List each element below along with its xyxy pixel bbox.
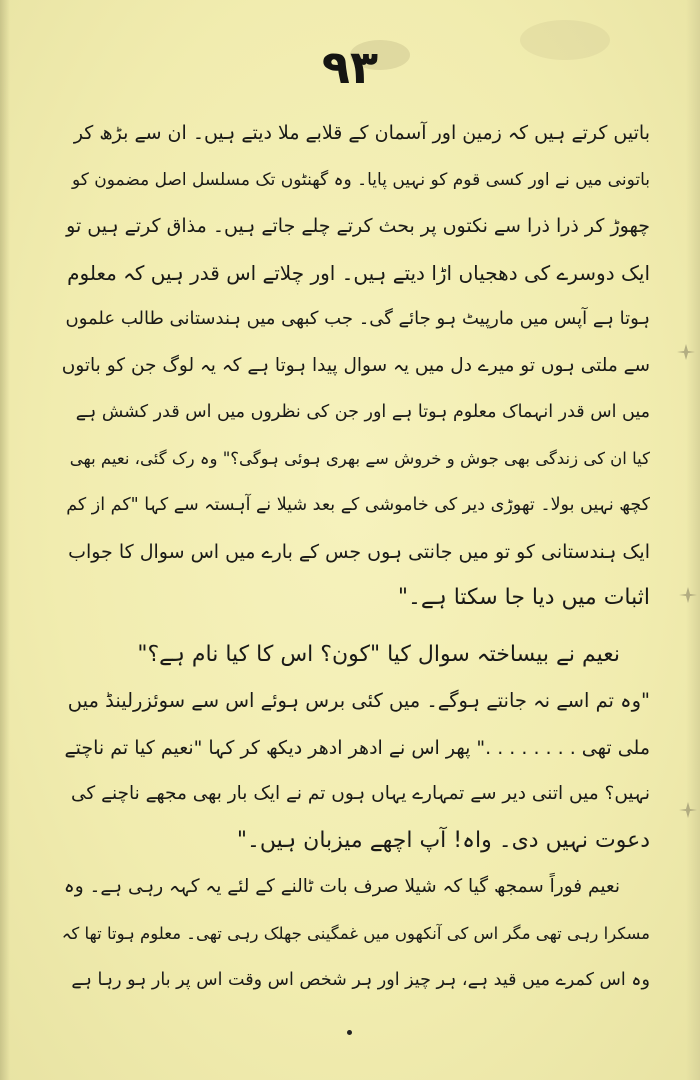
text-line: نہیں؟ میں اتنی دیر سے تمہارے یہاں ہوں تم نے ایک بار بھی مجھے ناچنے کی [71,783,650,804]
page-number: ۹۳ [321,40,379,94]
text-line: باتیں کرتے ہیں کہ زمین اور آسمان کے قلابے ملا دیتے ہیں۔ ان سے بڑھ کر [73,122,650,144]
page-mark [347,1030,352,1035]
page-shadow-right [686,0,700,1080]
text-line: میں اس قدر انہماک معلوم ہوتا ہے اور جن کی نظروں میں اس قدر کشش ہے [75,402,650,422]
pin-hole-icon [676,342,696,362]
text-line: ایک ہندستانی کو تو میں جانتی ہوں جس کے بارے میں اس سوال کا جواب [68,540,650,563]
text-line: کیا ان کی زندگی بھی جوش و خروش سے بھری ہوئی ہوگی؟" وہ رک گئی، نعیم بھی [69,448,650,468]
page-body-text [60,110,650,1004]
text-line: کچھ نہیں بولا۔ تھوڑی دیر کی خاموشی کے بعد شیلا نے آہستہ سے کہا "کم از کم [66,495,650,515]
text-line: ایک دوسرے کی دھجیاں اڑا دیتے ہیں۔ اور چلاتے اس قدر ہیں کہ معلوم [67,260,650,285]
pin-hole-icon [678,585,698,605]
text-line: باتونی میں نے اور کسی قوم کو نہیں پایا۔ وہ گھنٹوں تک مسلسل اصل مضمون کو [71,169,650,190]
text-line: نعیم نے بیساختہ سوال کیا "کون؟ اس کا کیا نام ہے؟" [137,641,620,667]
text-line: "وہ تم اسے نہ جانتے ہوگے۔ میں کئی برس ہوئے اس سے سوئزرلینڈ میں [67,689,650,712]
text-line: مسکرا رہی تھی مگر اس کی آنکھوں میں غمگینی جھلک رہی تھی۔ معلوم ہوتا تھا کہ [61,923,650,943]
text-line: وہ اس کمرے میں قید ہے، ہر چیز اور ہر شخص اس وقت اس پر بار ہو رہا ہے [71,970,650,990]
text-line: نعیم فوراً سمجھ گیا کہ شیلا صرف بات ٹالنے کے لئے یہ کہہ رہی ہے۔ وہ [63,876,620,897]
text-line: اثبات میں دیا جا سکتا ہے۔" [397,585,650,610]
text-line: چھوڑ کر ذرا ذرا سے نکتوں پر بحث کرتے چلے جاتے ہیں۔ مذاق کرتے ہیں تو [66,215,650,237]
text-line: سے ملتی ہوں تو میرے دل میں یہ سوال پیدا ہوتا ہے کہ یہ لوگ جن کو باتوں [61,354,650,376]
pin-hole-icon [678,800,698,820]
text-line: ملی تھی . . . . . . . ." پھر اس نے ادھر ادھر دیکھ کر کہا "نعیم کیا تم ناچتے [64,736,650,759]
page-shadow-left [0,0,10,1080]
text-line: ہوتا ہے آپس میں مارپیٹ ہو جائے گی۔ جب کبھی میں ہندستانی طالب علموں [65,308,650,329]
text-line: دعوت نہیں دی۔ واہ! آپ اچھے میزبان ہیں۔" [236,827,650,853]
